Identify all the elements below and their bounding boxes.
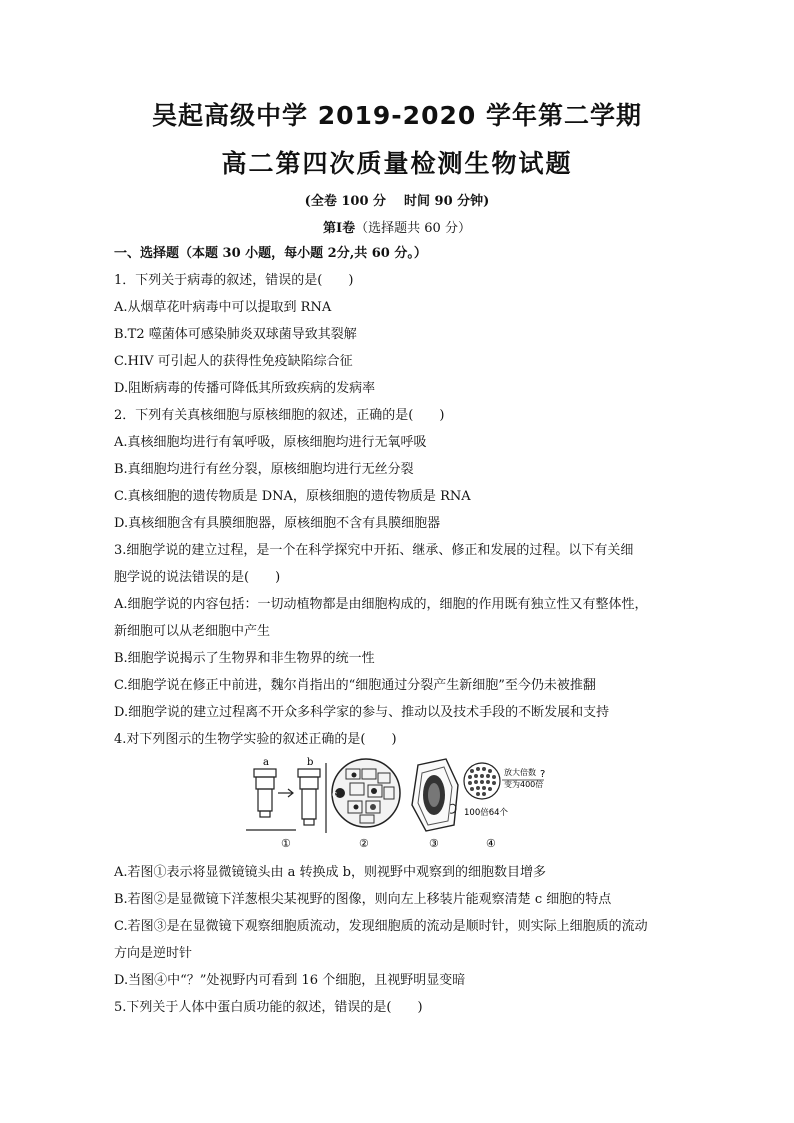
magnification-label-2: 变为400倍: [504, 780, 544, 789]
cell-count-label: 100倍64个: [464, 808, 509, 818]
q5-stem: 5.下列关于人体中蛋白质功能的叙述，错误的是( ): [114, 1000, 423, 1015]
q3-stem-cont: 胞学说的说法错误的是( ): [114, 570, 281, 585]
exam-meta: [0, 190, 794, 209]
objective-lens-icon: [246, 763, 326, 833]
part-heading: 一、选择题（本题 30 小题，每小题 2分,共 60 分。）: [114, 246, 427, 261]
fig-num-3: ③: [429, 837, 439, 850]
exam-subtitle: 高二第四次质量检测生物试题: [221, 149, 573, 178]
q2-option-c: C.真核细胞的遗传物质是 DNA，原核细胞的遗传物质是 RNA: [114, 489, 471, 504]
duration: 时间 90 分钟): [404, 194, 490, 209]
q3-option-c: C.细胞学说在修正中前进，魏尔肖指出的“细胞通过分裂产生新细胞”至今仍未被推翻: [114, 678, 596, 693]
q4-option-d: D.当图④中“？”处视野内可看到 16 个细胞，且视野明显变暗: [114, 973, 466, 988]
q3-stem: 3.细胞学说的建立过程，是一个在科学探究中开拓、继承、修正和发展的过程。以下有关细: [114, 543, 634, 558]
q1-option-a: A.从烟草花叶病毒中可以提取到 RNA: [114, 300, 332, 315]
question-body: [114, 240, 686, 1021]
q2-option-d: D.真核细胞含有具膜细胞器，原核细胞不含有具膜细胞器: [114, 516, 441, 531]
label-a: a: [263, 757, 269, 768]
magnified-field-icon: [464, 763, 500, 799]
total-score: (全卷 100 分: [304, 194, 387, 209]
q4-option-b: B.若图②是显微镜下洋葱根尖某视野的图像，则向左上移装片能观察清楚 c 细胞的特点: [114, 892, 612, 907]
fig-num-2: ②: [359, 837, 369, 850]
cell-field-icon: [332, 759, 400, 827]
q3-option-d: D.细胞学说的建立过程离不开众多科学家的参与、推动以及技术手段的不断发展和支持: [114, 705, 610, 720]
q2-option-b: B.真细胞均进行有丝分裂，原核细胞均进行无丝分裂: [114, 462, 414, 477]
fig-num-4: ④: [486, 837, 496, 850]
label-c: c: [332, 790, 338, 800]
magnification-label-1: 放大倍数: [504, 768, 536, 777]
exam-title: 吴起高级中学 2019-2020 学年第二学期: [152, 101, 642, 130]
question-mark: ?: [540, 769, 546, 780]
q3-option-a: A.细胞学说的内容包括：一切动植物都是由细胞构成的，细胞的作用既有独立性又有整体性，: [114, 597, 648, 612]
q1-stem: 1．下列关于病毒的叙述，错误的是( ): [114, 273, 354, 288]
section-sub: （选择题共 60 分）: [355, 221, 471, 236]
q2-option-a: A.真核细胞均进行有氧呼吸，原核细胞均进行无氧呼吸: [114, 435, 427, 450]
microscope-figure: [114, 755, 686, 855]
section-main: 第Ⅰ卷: [323, 221, 356, 236]
q4-option-c: C.若图③是在显微镜下观察细胞质流动，发现细胞质的流动是顺时针，则实际上细胞质的流动: [114, 919, 648, 934]
fig-num-1: ①: [281, 837, 291, 850]
q3-option-b: B.细胞学说揭示了生物界和非生物界的统一性: [114, 651, 375, 666]
plant-cell-icon: [412, 759, 458, 831]
q2-stem: 2．下列有关真核细胞与原核细胞的叙述，正确的是( ): [114, 408, 445, 423]
q1-option-d: D.阻断病毒的传播可降低其所致疾病的发病率: [114, 381, 376, 396]
q4-stem: 4.对下列图示的生物学实验的叙述正确的是( ): [114, 732, 397, 747]
q4-option-c-cont: 方向是逆时针: [114, 946, 193, 961]
q3-option-a-cont: 新细胞可以从老细胞中产生: [114, 624, 271, 639]
figure-svg: [246, 755, 546, 853]
q1-option-c: C.HIV 可引起人的获得性免疫缺陷综合征: [114, 354, 353, 369]
q1-option-b: B.T2 噬菌体可感染肺炎双球菌导致其裂解: [114, 327, 357, 342]
section-heading: [0, 217, 794, 236]
q4-option-a: A.若图①表示将显微镜镜头由 a 转换成 b，则视野中观察到的细胞数目增多: [114, 865, 546, 880]
label-b: b: [307, 757, 314, 768]
